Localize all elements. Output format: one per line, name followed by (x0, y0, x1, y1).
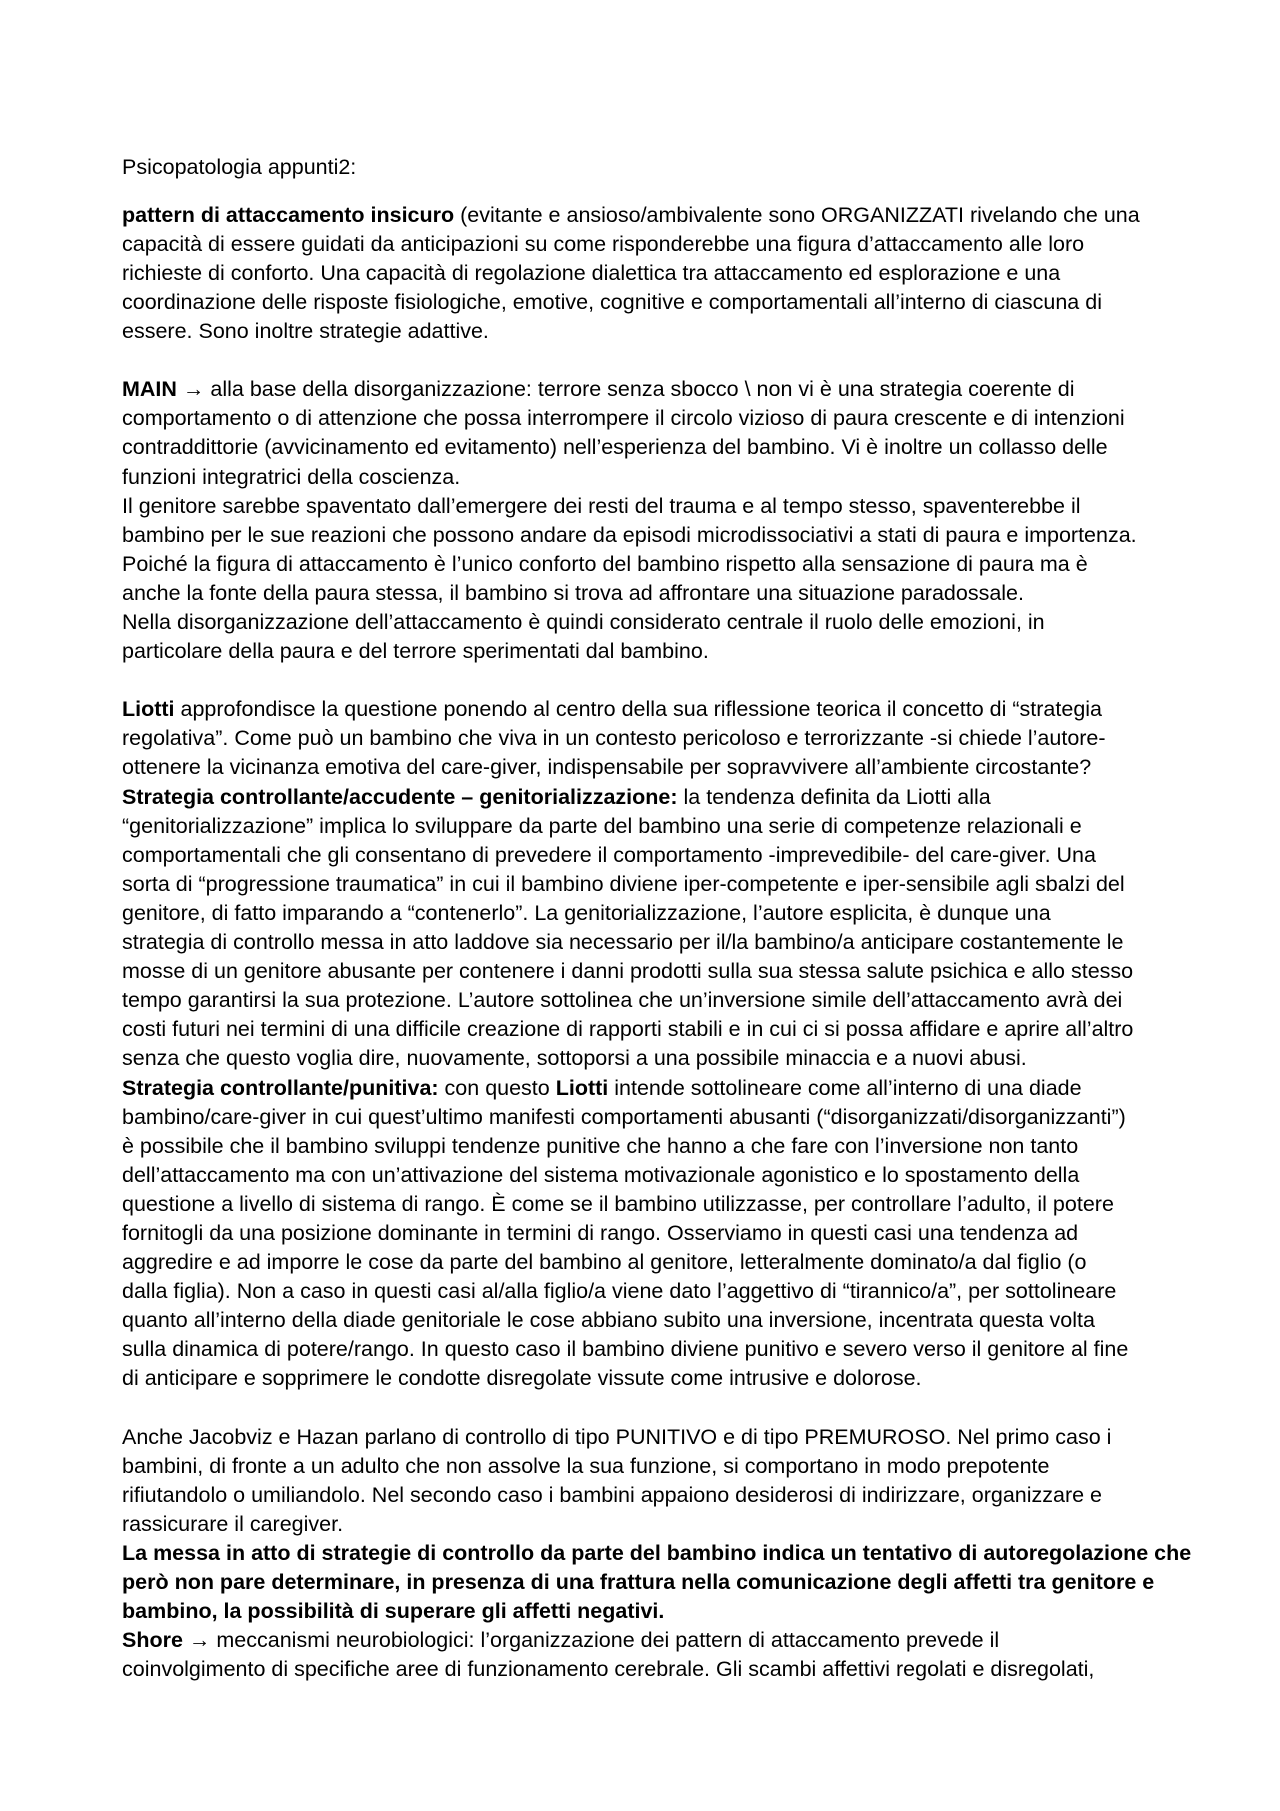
text-line: Il genitore sarebbe spaventato dall’emergere dei resti del trauma e al tempo stesso, spaventerebbe il (122, 493, 1081, 518)
text-line (122, 1626, 1280, 1655)
text-line: dell’attaccamento ma con un’attivazione del sistema motivazionale agonistico e lo spostamento della (122, 1162, 1080, 1187)
text-section (122, 201, 1280, 346)
bold-text: MAIN (122, 377, 177, 402)
text-line: è possibile che il bambino sviluppi tendenze punitive che hanno a che fare con l’inversione non tanto (122, 1133, 1079, 1158)
text-line: ottenere la vicinanza emotiva del care-giver, indispensabile per sopravvivere all’ambiente circostante? (122, 755, 1092, 780)
bold-text: Shore (122, 1628, 183, 1653)
text-section (122, 695, 1280, 1393)
text-line: essere. Sono inoltre strategie adattive. (122, 319, 489, 344)
text-line: Anche Jacobviz e Hazan parlano di controllo di tipo PUNITIVO e di tipo PREMUROSO. Nel primo caso i (122, 1424, 1112, 1449)
text-line: Poiché la figura di attaccamento è l’unico conforto del bambino rispetto alla sensazione di paura ma è (122, 551, 1088, 576)
text-line: regolativa”. Come può un bambino che viva in un contesto pericoloso e terrorizzante -si chiede l’autore- (122, 726, 1106, 751)
bold-text: Strategia controllante/punitiva: (122, 1075, 439, 1100)
text-line: comportamento o di attenzione che possa interrompere il circolo vizioso di paura crescente e di intenzioni (122, 406, 1125, 431)
text-line (122, 201, 1280, 230)
text-line: tempo garantirsi la sua protezione. L’autore sottolinea che un’inversione simile dell’attaccamento avrà dei (122, 988, 1123, 1013)
text-run: intende sottolineare come all’interno di una diade (608, 1075, 1082, 1100)
text-line: costi futuri nei termini di una difficile creazione di rapporti stabili e in cui ci si possa affidare e aprire all’altro (122, 1017, 1134, 1042)
text-run: con questo (438, 1075, 556, 1100)
text-run: approfondisce la questione ponendo al centro della sua riflessione teorica il concetto di “strategia (174, 697, 1103, 722)
text-line: particolare della paura e del terrore sperimentati dal bambino. (122, 639, 709, 664)
text-line: dalla figlia). Non a caso in questi casi al/alla figlio/a viene dato l’aggettivo di “tirannico/a”, per sottolineare (122, 1279, 1117, 1304)
text-line: coordinazione delle risposte fisiologiche, emotive, cognitive e comportamentali all’interno di ciascuna di (122, 289, 1102, 314)
text-run: → alla base della disorganizzazione: terrore senza sbocco \ non vi è una strategia coerente di (176, 377, 1075, 402)
text-line: sulla dinamica di potere/rango. In questo caso il bambino diviene punitivo e severo verso il genitore al fine (122, 1337, 1129, 1362)
text-line: bambino per le sue reazioni che possono andare da episodi microdissociativi a stati di paura e importenza. (122, 522, 1137, 547)
text-line: Nella disorganizzazione dell’attaccamento è quindi considerato centrale il ruolo delle emozioni, in (122, 610, 1045, 634)
text-line: mosse di un genitore abusante per contenere i danni prodotti sulla sua stessa salute psichica e allo stesso (122, 959, 1134, 984)
text-line: capacità di essere guidati da anticipazioni su come risponderebbe una figura d’attaccamento alle loro (122, 231, 1085, 256)
bold-text: però non pare determinare, in presenza di una frattura nella comunicazione degli affetti tra genitore e (122, 1570, 1155, 1595)
document-title: Psicopatologia appunti2: (122, 155, 357, 179)
text-line: questione a livello di sistema di rango. È come se il bambino utilizzasse, per controllare l’adulto, il potere (122, 1191, 1114, 1216)
bold-text: bambino, la possibilità di superare gli affetti negativi. (122, 1599, 665, 1624)
text-line: senza che questo voglia dire, nuovamente, sottoporsi a una possibile minaccia e a nuovi abusi. (122, 1046, 1027, 1071)
text-line: fornitogli da una posizione dominante in termini di rango. Osserviamo in questi casi una tendenza ad (122, 1220, 1079, 1245)
text-line: bambini, di fronte a un adulto che non assolve la sua funzione, si comportano in modo prepotente (122, 1453, 1050, 1478)
text-line (122, 1597, 1280, 1626)
text-line (122, 1074, 1280, 1103)
text-line: di anticipare e sopprimere le condotte disregolate vissute come intrusive e dolorose. (122, 1366, 922, 1391)
text-line: aggredire e ad imporre le cose da parte del bambino al genitore, letteralmente dominato/a dal figlio (o (122, 1250, 1087, 1275)
text-line: rifiutandolo o umiliandolo. Nel secondo caso i bambini appaiono desiderosi di indirizzare, organizzare e (122, 1482, 1103, 1507)
text-run: la tendenza definita da Liotti alla (677, 784, 991, 809)
text-line: “genitorializzazione” implica lo sviluppare da parte del bambino una serie di competenze relazionali e (122, 813, 1082, 838)
bold-text: pattern di attaccamento insicuro (122, 202, 455, 227)
text-line: rassicurare il caregiver. (122, 1511, 344, 1536)
bold-text: La messa in atto di strategie di controllo da parte del bambino indica un tentativo di autoregolazione che (122, 1541, 1192, 1565)
text-line: coinvolgimento di specifiche aree di funzionamento cerebrale. Gli scambi affettivi regolati e disregolati, (122, 1657, 1095, 1682)
text-line: sorta di “progressione traumatica” in cui il bambino diviene iper-competente e iper-sensibile agli sbalzi del (122, 871, 1125, 896)
text-line (122, 1568, 1280, 1597)
text-line: comportamentali che gli consentano di prevedere il comportamento -imprevedibile- del care-giver. Una (122, 842, 1096, 867)
text-line: genitore, di fatto imparando a “contenerlo”. La genitorializzazione, l’autore esplicita, è dunque una (122, 900, 1051, 925)
text-line: quanto all’interno della diade genitoriale le cose abbiano subito una inversione, incentrata questa volta (122, 1308, 1095, 1333)
text-line (122, 695, 1280, 724)
bold-text: Strategia controllante/accudente – genitorializzazione: (122, 784, 678, 809)
text-line: strategia di controllo messa in atto laddove sia necessario per il/la bambino/a anticipare costantemente le (122, 930, 1124, 955)
text-run: (evitante e ansioso/ambivalente sono ORGANIZZATI rivelando che una (454, 202, 1140, 227)
text-section (122, 375, 1280, 666)
text-line (122, 375, 1280, 404)
text-line: anche la fonte della paura stessa, il bambino si trova ad affrontare una situazione paradossale. (122, 580, 1024, 605)
text-section (122, 1423, 1280, 1685)
text-line: funzioni integratrici della coscienza. (122, 464, 461, 489)
text-line: richieste di conforto. Una capacità di regolazione dialettica tra attaccamento ed esplorazione e una (122, 260, 1061, 285)
bold-text: Liotti (122, 697, 175, 722)
text-line (122, 783, 1280, 812)
text-line: contraddittorie (avvicinamento ed evitamento) nell’esperienza del bambino. Vi è inoltre un collasso delle (122, 435, 1108, 460)
bold-text: Liotti (555, 1075, 609, 1100)
text-run: → meccanismi neurobiologici: l’organizzazione dei pattern di attaccamento prevede il (182, 1628, 1000, 1653)
text-line: bambino/care-giver in cui quest’ultimo manifesti comportamenti abusanti (“disorganizzati/disorganizzanti”) (122, 1104, 1126, 1129)
text-line (122, 1539, 1280, 1568)
document-body (122, 201, 1280, 1685)
